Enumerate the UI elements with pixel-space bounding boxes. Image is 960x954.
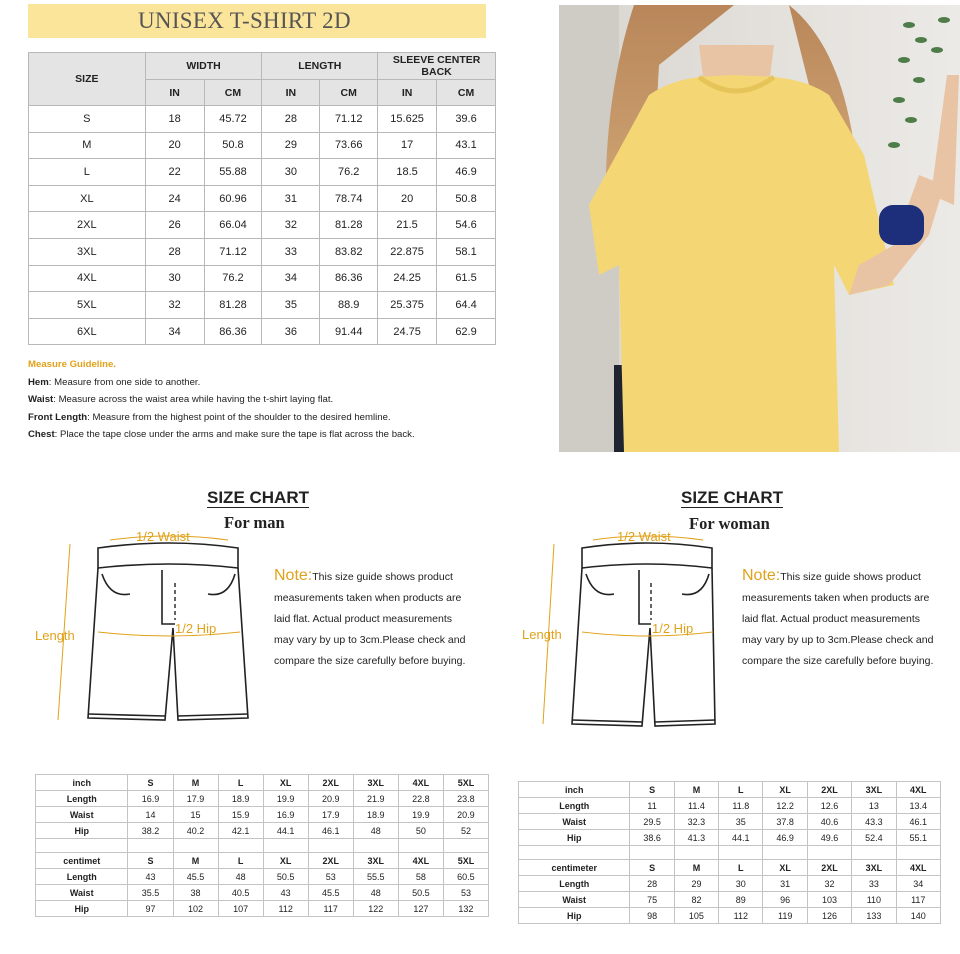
shirt-size-table — [28, 52, 496, 345]
measure-cell: 86.36 — [204, 318, 262, 345]
guideline-item: Chest: Place the tape close under the arms and make sure the tape is flat across the back. — [28, 429, 415, 440]
measure-cell: 32.3 — [674, 814, 718, 830]
measure-cell: 28 — [630, 876, 674, 892]
measure-cell: 32 — [262, 212, 320, 239]
note-label: Note: — [742, 567, 781, 584]
guideline-title: Measure Guideline. — [28, 359, 116, 370]
measure-cell: 43 — [263, 885, 308, 901]
measure-cell: 122 — [353, 901, 398, 917]
row-label: Hip — [519, 830, 630, 846]
size-cell: 2XL — [29, 212, 146, 239]
measure-cell: 24.75 — [378, 318, 437, 345]
measure-cell: 22.8 — [398, 791, 443, 807]
spacer-cell — [263, 839, 308, 853]
measure-cell: 83.82 — [320, 238, 378, 265]
size-header: XL — [763, 782, 807, 798]
size-header: SIZE — [29, 53, 146, 106]
measure-cell: 29 — [262, 132, 320, 159]
measure-cell: 20 — [145, 132, 204, 159]
size-header: 4XL — [896, 782, 940, 798]
measure-row — [519, 830, 941, 846]
measure-cell: 28 — [262, 106, 320, 133]
measure-cell: 82 — [674, 892, 718, 908]
measure-cell: 31 — [763, 876, 807, 892]
measure-cell: 76.2 — [204, 265, 262, 292]
measure-cell: 17 — [378, 132, 437, 159]
header-row — [36, 775, 489, 791]
size-row — [29, 212, 496, 239]
measure-cell: 45.72 — [204, 106, 262, 133]
measure-cell: 58 — [398, 869, 443, 885]
measure-cell: 50 — [398, 823, 443, 839]
measure-guideline — [28, 356, 508, 444]
measure-cell: 20.9 — [443, 807, 488, 823]
size-cell: M — [29, 132, 146, 159]
measure-cell: 117 — [896, 892, 940, 908]
spacer-cell — [896, 846, 940, 860]
measure-cell: 35 — [262, 292, 320, 319]
measure-cell: 127 — [398, 901, 443, 917]
spacer-cell — [173, 839, 218, 853]
measure-cell: 15.625 — [378, 106, 437, 133]
spacer-row — [519, 846, 941, 860]
size-row — [29, 238, 496, 265]
measure-cell: 38.6 — [630, 830, 674, 846]
measure-cell: 140 — [896, 908, 940, 924]
shirt-chart-title: UNISEX T-SHIRT 2D — [28, 4, 486, 38]
note-label: Note: — [274, 567, 313, 584]
measure-cell: 45.5 — [173, 869, 218, 885]
measure-cell: 39.6 — [437, 106, 496, 133]
measure-row — [519, 892, 941, 908]
size-cell: 4XL — [29, 265, 146, 292]
measure-cell: 32 — [807, 876, 851, 892]
measure-cell: 13 — [852, 798, 896, 814]
size-row — [29, 318, 496, 345]
measure-cell: 23.8 — [443, 791, 488, 807]
row-label: Waist — [36, 807, 128, 823]
spacer-row — [36, 839, 489, 853]
measure-cell: 43.1 — [437, 132, 496, 159]
measure-cell: 50.5 — [263, 869, 308, 885]
measure-cell: 17.9 — [308, 807, 353, 823]
measure-cell: 55.5 — [353, 869, 398, 885]
length-label: Length — [35, 628, 75, 643]
measure-cell: 22 — [145, 159, 204, 186]
man-shorts-diagram — [30, 528, 250, 733]
spacer-cell — [353, 839, 398, 853]
size-header: 3XL — [852, 782, 896, 798]
measure-cell: 35.5 — [128, 885, 173, 901]
measure-cell: 112 — [263, 901, 308, 917]
measure-cell: 49.6 — [807, 830, 851, 846]
waist-label: 1/2 Waist — [617, 529, 671, 544]
measure-cell: 22.875 — [378, 238, 437, 265]
measure-cell: 19.9 — [398, 807, 443, 823]
measure-cell: 55.1 — [896, 830, 940, 846]
measure-cell: 54.6 — [437, 212, 496, 239]
header-row — [519, 860, 941, 876]
measure-cell: 132 — [443, 901, 488, 917]
width-header: WIDTH — [145, 53, 262, 80]
measure-cell: 119 — [763, 908, 807, 924]
measure-cell: 16.9 — [263, 807, 308, 823]
measure-cell: 71.12 — [204, 238, 262, 265]
row-label: Hip — [36, 823, 128, 839]
woman-shorts-diagram — [517, 528, 727, 733]
measure-row — [36, 807, 489, 823]
length-label: Length — [522, 627, 562, 642]
size-header: 2XL — [807, 782, 851, 798]
size-cell: 6XL — [29, 318, 146, 345]
measure-cell: 17.9 — [173, 791, 218, 807]
measure-cell: 66.04 — [204, 212, 262, 239]
measure-cell: 30 — [262, 159, 320, 186]
measure-cell: 31 — [262, 185, 320, 212]
spacer-cell — [719, 846, 763, 860]
measure-cell: 33 — [852, 876, 896, 892]
guideline-item: Front Length: Measure from the highest point of the shoulder to the desired hemline. — [28, 411, 391, 423]
size-header: 3XL — [353, 775, 398, 791]
woman-size-chart-title: SIZE CHART — [681, 488, 783, 507]
spacer-cell — [128, 839, 173, 853]
measure-row — [36, 901, 489, 917]
spacer-cell — [852, 846, 896, 860]
measure-cell: 40.6 — [807, 814, 851, 830]
measure-cell: 25.375 — [378, 292, 437, 319]
size-header: L — [218, 853, 263, 869]
measure-cell: 78.74 — [320, 185, 378, 212]
measure-cell: 26 — [145, 212, 204, 239]
measure-cell: 34 — [896, 876, 940, 892]
measure-cell: 50.8 — [437, 185, 496, 212]
measure-cell: 38 — [173, 885, 218, 901]
measure-cell: 41.3 — [674, 830, 718, 846]
measure-cell: 18.5 — [378, 159, 437, 186]
measure-cell: 13.4 — [896, 798, 940, 814]
row-label: Length — [36, 791, 128, 807]
size-header: 5XL — [443, 853, 488, 869]
measure-cell: 12.2 — [763, 798, 807, 814]
measure-cell: 40.5 — [218, 885, 263, 901]
measure-cell: 28 — [145, 238, 204, 265]
spacer-cell — [308, 839, 353, 853]
guideline-item: Hem: Measure from one side to another. — [28, 376, 201, 388]
measure-row — [36, 791, 489, 807]
row-label: Waist — [519, 814, 630, 830]
measure-cell: 62.9 — [437, 318, 496, 345]
measure-cell: 46.1 — [308, 823, 353, 839]
measure-cell: 44.1 — [719, 830, 763, 846]
measure-cell: 12.6 — [807, 798, 851, 814]
size-header: 2XL — [807, 860, 851, 876]
spacer-cell — [807, 846, 851, 860]
measure-cell: 18 — [145, 106, 204, 133]
size-header: 2XL — [308, 775, 353, 791]
measure-cell: 42.1 — [218, 823, 263, 839]
measure-cell: 11.4 — [674, 798, 718, 814]
measure-row — [519, 908, 941, 924]
spacer-cell — [674, 846, 718, 860]
spacer-cell — [630, 846, 674, 860]
measure-cell: 98 — [630, 908, 674, 924]
measure-row — [36, 823, 489, 839]
woman-measurement-table — [518, 781, 941, 924]
waist-label: 1/2 Waist — [136, 529, 190, 544]
woman-subtitle: For woman — [689, 514, 770, 533]
measure-cell: 20.9 — [308, 791, 353, 807]
measure-cell: 81.28 — [320, 212, 378, 239]
measure-cell: 133 — [852, 908, 896, 924]
measure-cell: 32 — [145, 292, 204, 319]
measure-cell: 96 — [763, 892, 807, 908]
unit-cm: CM — [437, 80, 496, 106]
size-cell: XL — [29, 185, 146, 212]
size-header: S — [128, 853, 173, 869]
measure-cell: 20 — [378, 185, 437, 212]
measure-cell: 64.4 — [437, 292, 496, 319]
measure-cell: 15 — [173, 807, 218, 823]
spacer-cell — [398, 839, 443, 853]
measure-row — [519, 876, 941, 892]
measure-cell: 11.8 — [719, 798, 763, 814]
measure-cell: 14 — [128, 807, 173, 823]
spacer-cell — [763, 846, 807, 860]
measure-cell: 102 — [173, 901, 218, 917]
product-photo — [559, 5, 960, 452]
measure-cell: 34 — [262, 265, 320, 292]
size-cell: S — [29, 106, 146, 133]
measure-cell: 48 — [353, 823, 398, 839]
size-header: L — [719, 860, 763, 876]
measure-cell: 24 — [145, 185, 204, 212]
size-header: 3XL — [852, 860, 896, 876]
measure-cell: 105 — [674, 908, 718, 924]
measure-cell: 29.5 — [630, 814, 674, 830]
measure-cell: 75 — [630, 892, 674, 908]
measure-cell: 71.12 — [320, 106, 378, 133]
unit-in: IN — [378, 80, 437, 106]
measure-cell: 16.9 — [128, 791, 173, 807]
hip-label: 1/2 Hip — [175, 621, 217, 636]
row-label: Waist — [36, 885, 128, 901]
size-header: 2XL — [308, 853, 353, 869]
size-header: XL — [263, 853, 308, 869]
row-label: Waist — [519, 892, 630, 908]
row-label: Hip — [519, 908, 630, 924]
unit-in: IN — [145, 80, 204, 106]
measure-cell: 48 — [218, 869, 263, 885]
measure-cell: 61.5 — [437, 265, 496, 292]
measure-cell: 34 — [145, 318, 204, 345]
unit-corner: inch — [36, 775, 128, 791]
size-header: M — [173, 853, 218, 869]
measure-cell: 30 — [719, 876, 763, 892]
measure-cell: 11 — [630, 798, 674, 814]
measure-cell: 44.1 — [263, 823, 308, 839]
size-cell: 5XL — [29, 292, 146, 319]
length-header: LENGTH — [262, 53, 378, 80]
measure-cell: 52.4 — [852, 830, 896, 846]
unit-corner: inch — [519, 782, 630, 798]
size-row — [29, 132, 496, 159]
measure-cell: 86.36 — [320, 265, 378, 292]
measure-cell: 46.1 — [896, 814, 940, 830]
unit-corner: centimet — [36, 853, 128, 869]
size-header: XL — [263, 775, 308, 791]
header-row — [519, 782, 941, 798]
measure-cell: 43.3 — [852, 814, 896, 830]
measure-cell: 58.1 — [437, 238, 496, 265]
measure-cell: 117 — [308, 901, 353, 917]
hip-label: 1/2 Hip — [652, 621, 694, 636]
size-cell: L — [29, 159, 146, 186]
measure-row — [36, 885, 489, 901]
measure-cell: 81.28 — [204, 292, 262, 319]
size-header: 4XL — [398, 775, 443, 791]
measure-cell: 52 — [443, 823, 488, 839]
spacer-cell — [443, 839, 488, 853]
measure-cell: 18.9 — [353, 807, 398, 823]
measure-cell: 55.88 — [204, 159, 262, 186]
measure-cell: 60.96 — [204, 185, 262, 212]
man-size-chart-title: SIZE CHART — [207, 488, 309, 507]
size-header: 3XL — [353, 853, 398, 869]
unit-cm: CM — [204, 80, 262, 106]
spacer-cell — [519, 846, 630, 860]
man-subtitle: For man — [224, 513, 285, 532]
size-header: M — [173, 775, 218, 791]
measure-cell: 24.25 — [378, 265, 437, 292]
measure-cell: 46.9 — [437, 159, 496, 186]
size-header: S — [630, 860, 674, 876]
measure-row — [519, 798, 941, 814]
measure-cell: 89 — [719, 892, 763, 908]
size-header: 4XL — [398, 853, 443, 869]
measure-cell: 53 — [308, 869, 353, 885]
spacer-cell — [36, 839, 128, 853]
measure-cell: 37.8 — [763, 814, 807, 830]
measure-cell: 53 — [443, 885, 488, 901]
size-row — [29, 106, 496, 133]
measure-cell: 35 — [719, 814, 763, 830]
measure-row — [36, 869, 489, 885]
measure-cell: 40.2 — [173, 823, 218, 839]
row-label: Hip — [36, 901, 128, 917]
man-note: Note:This size guide shows product measurements taken when products are laid flat. Actual product measurements may vary by up to 3cm.Please check and compare the size carefully before buying. — [274, 567, 466, 667]
size-header: S — [630, 782, 674, 798]
size-header: 4XL — [896, 860, 940, 876]
size-row — [29, 185, 496, 212]
measure-cell: 38.2 — [128, 823, 173, 839]
size-header: S — [128, 775, 173, 791]
unit-corner: centimeter — [519, 860, 630, 876]
measure-cell: 36 — [262, 318, 320, 345]
size-header: M — [674, 782, 718, 798]
measure-cell: 43 — [128, 869, 173, 885]
measure-cell: 18.9 — [218, 791, 263, 807]
size-header: 5XL — [443, 775, 488, 791]
row-label: Length — [36, 869, 128, 885]
measure-cell: 112 — [719, 908, 763, 924]
unit-cm: CM — [320, 80, 378, 106]
measure-cell: 33 — [262, 238, 320, 265]
size-cell: 3XL — [29, 238, 146, 265]
size-row — [29, 159, 496, 186]
measure-row — [519, 814, 941, 830]
measure-cell: 88.9 — [320, 292, 378, 319]
measure-cell: 30 — [145, 265, 204, 292]
measure-cell: 21.5 — [378, 212, 437, 239]
size-row — [29, 265, 496, 292]
measure-cell: 48 — [353, 885, 398, 901]
measure-cell: 21.9 — [353, 791, 398, 807]
spacer-cell — [218, 839, 263, 853]
measure-cell: 103 — [807, 892, 851, 908]
man-measurement-table — [35, 774, 489, 917]
measure-cell: 60.5 — [443, 869, 488, 885]
woman-note: Note:This size guide shows product measurements taken when products are laid flat. Actual product measurements may vary by up to 3cm.Please check and compare the size carefully before buying. — [742, 567, 934, 667]
measure-cell: 45.5 — [308, 885, 353, 901]
measure-cell: 50.5 — [398, 885, 443, 901]
size-header: XL — [763, 860, 807, 876]
measure-cell: 126 — [807, 908, 851, 924]
size-header: M — [674, 860, 718, 876]
sleeve-header: SLEEVE CENTER BACK — [378, 53, 496, 80]
measure-cell: 15.9 — [218, 807, 263, 823]
measure-cell: 73.66 — [320, 132, 378, 159]
measure-cell: 76.2 — [320, 159, 378, 186]
unit-in: IN — [262, 80, 320, 106]
measure-cell: 29 — [674, 876, 718, 892]
measure-cell: 19.9 — [263, 791, 308, 807]
measure-cell: 46.9 — [763, 830, 807, 846]
measure-cell: 97 — [128, 901, 173, 917]
size-row — [29, 292, 496, 319]
measure-cell: 110 — [852, 892, 896, 908]
size-header: L — [719, 782, 763, 798]
row-label: Length — [519, 876, 630, 892]
measure-cell: 50.8 — [204, 132, 262, 159]
row-label: Length — [519, 798, 630, 814]
header-row — [36, 853, 489, 869]
measure-cell: 91.44 — [320, 318, 378, 345]
guideline-item: Waist: Measure across the waist area while having the t-shirt laying flat. — [28, 394, 334, 405]
measure-cell: 107 — [218, 901, 263, 917]
size-header: L — [218, 775, 263, 791]
